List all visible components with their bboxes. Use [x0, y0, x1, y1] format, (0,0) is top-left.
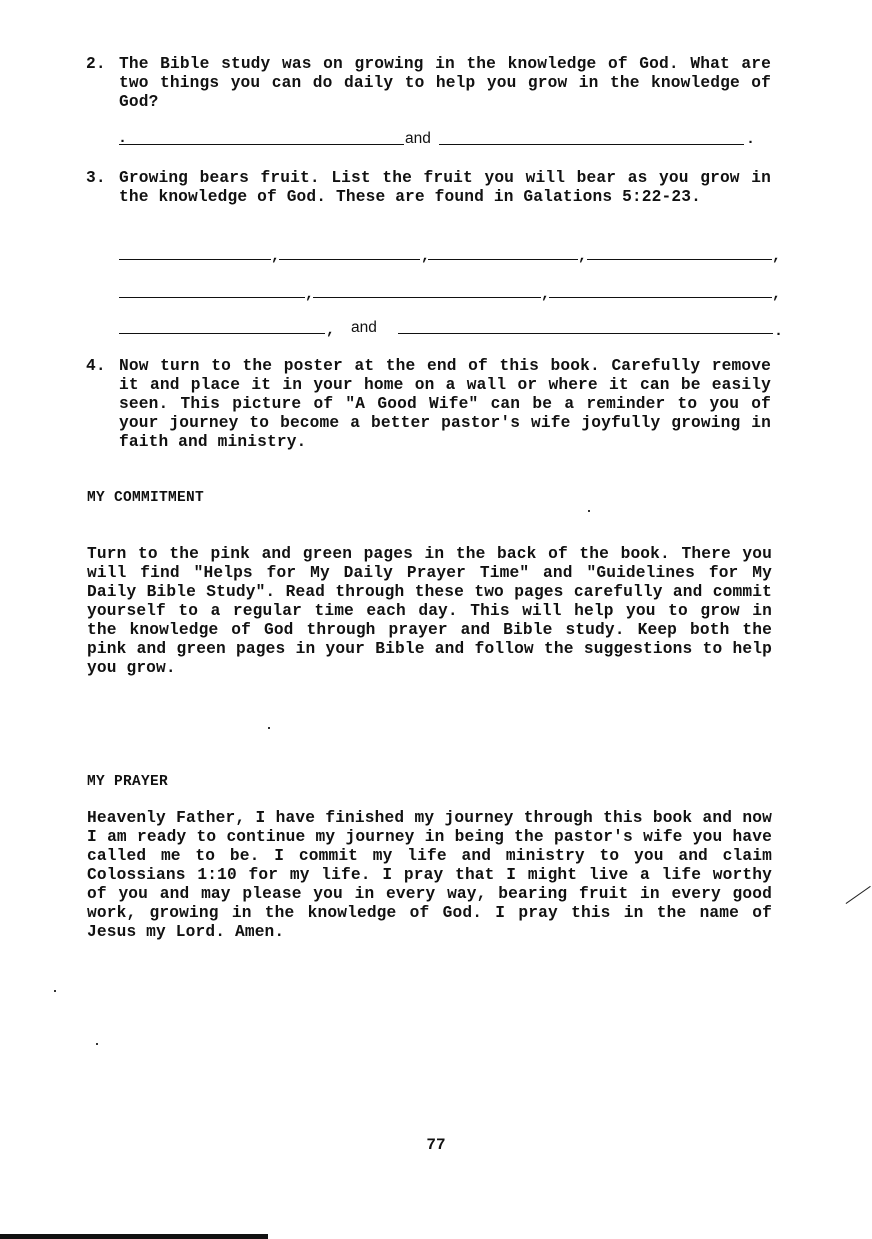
scan-speck [96, 1043, 98, 1045]
question-text: Growing bears fruit. List the fruit you will bear as you grow in the knowledge of God. These are found in Galations 5:22-23. [119, 169, 771, 206]
scan-edge-bar [0, 1234, 268, 1239]
question-number: 2. [86, 55, 106, 73]
pen-mark [846, 886, 871, 904]
comma: , [578, 248, 588, 265]
scan-speck [588, 510, 590, 512]
scan-speck [268, 727, 270, 729]
answer-blank[interactable] [587, 259, 772, 260]
comma: , [421, 248, 431, 265]
prayer-paragraph: Heavenly Father, I have finished my journey through this book and now I am ready to continue my journey in being the pastor's wife you have called me to be. I commit my life and ministry to you and claim Colossians 1:10 for my life. I pray that I might live a life worthy of you and may please you in every way, bearing fruit in every good work, growing in the knowledge of God. I pray this in the name of Jesus my Lord. Amen. [87, 809, 772, 941]
answer-blank[interactable] [279, 259, 420, 260]
connector-and: and [405, 130, 431, 147]
comma: , [541, 286, 551, 303]
period: . [774, 323, 784, 340]
question-text: The Bible study was on growing in the knowledge of God. What are two things you can do daily to help you grow in the knowledge of God? [119, 55, 771, 111]
answer-blank[interactable] [119, 144, 404, 145]
scan-speck [54, 990, 56, 992]
comma: , [326, 322, 336, 339]
answer-blank[interactable] [119, 297, 305, 298]
comma: , [772, 248, 782, 265]
question-text: Now turn to the poster at the end of this book. Carefully remove it and place it in your home on a wall or where it can be easily seen. This picture of "A Good Wife" can be a reminder to you of your journey to become a better pastor's wife joyfully growing in faith and ministry. [119, 357, 771, 451]
comma: , [305, 286, 315, 303]
commitment-paragraph: Turn to the pink and green pages in the back of the book. There you will find "Helps for My Daily Prayer Time" and "Guidelines for My Daily Bible Study". Read through these two pages carefully and commit yourself to a regular time each day. This will help you to grow in the knowledge of God through prayer and Bible study. Keep both the pink and green pages in your Bible and follow the suggestions to help you grow. [87, 545, 772, 677]
prayer-heading: MY PRAYER [87, 774, 169, 790]
connector-and: and [351, 319, 377, 336]
answer-blank[interactable] [439, 144, 744, 145]
answer-blank[interactable] [119, 259, 271, 260]
period: . [746, 131, 756, 148]
answer-blank[interactable] [549, 297, 772, 298]
answer-blank[interactable] [313, 297, 541, 298]
comma: , [772, 286, 782, 303]
commitment-heading: MY COMMITMENT [87, 490, 205, 506]
answer-blank[interactable] [119, 333, 325, 334]
answer-blank[interactable] [398, 333, 773, 334]
answer-blank[interactable] [428, 259, 578, 260]
dot: . [118, 130, 128, 147]
question-number: 3. [86, 169, 106, 187]
question-number: 4. [86, 357, 106, 375]
page-number: 77 [426, 1136, 446, 1154]
comma: , [271, 248, 281, 265]
